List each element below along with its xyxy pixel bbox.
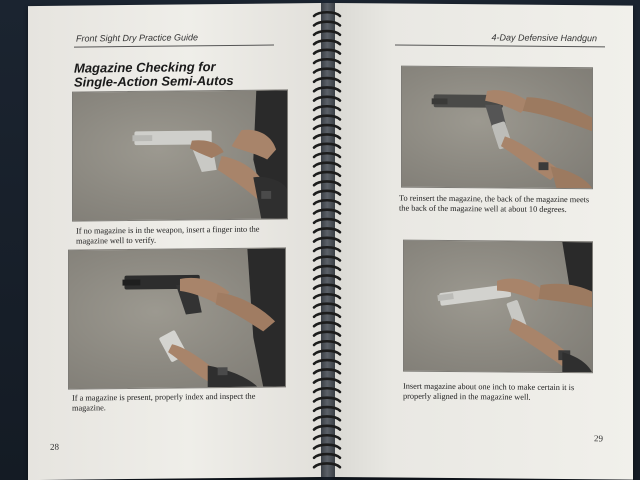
caption-reinsert-angle: To reinsert the magazine, the back of the magazine meets the back of the magazine well at about 10 degrees. <box>399 193 590 215</box>
spiral-loop <box>314 12 340 16</box>
spiral-loop <box>314 332 340 336</box>
spiral-loop <box>314 31 340 35</box>
spiral-loop <box>314 247 340 251</box>
spiral-loop <box>314 144 340 148</box>
spiral-loop <box>314 238 340 242</box>
spiral-loop <box>314 40 340 44</box>
spiral-loop <box>314 228 340 232</box>
spiral-loop <box>314 59 340 63</box>
spiral-loop <box>314 266 340 270</box>
spiral-loop <box>314 445 340 449</box>
spiral-loop <box>314 322 340 326</box>
spiral-loop <box>314 22 340 26</box>
spiral-loop <box>314 463 340 467</box>
right-page <box>333 3 633 480</box>
section-title <box>74 59 274 89</box>
spiral-loop <box>314 181 340 185</box>
spiral-loop <box>314 360 340 364</box>
spiral-loop <box>314 275 340 279</box>
spiral-loop <box>314 50 340 54</box>
spiral-loop <box>314 219 340 223</box>
spiral-loop <box>314 116 340 120</box>
spiral-loop <box>314 416 340 420</box>
photo-inspect-magazine <box>68 247 286 389</box>
right-header-rule <box>395 45 605 48</box>
left-page <box>28 3 321 480</box>
spiral-loop <box>314 341 340 345</box>
spiral-loop <box>314 369 340 373</box>
spiral-loop <box>314 388 340 392</box>
spiral-loop <box>314 87 340 91</box>
spiral-loop <box>314 407 340 411</box>
left-page-number: 28 <box>50 441 59 452</box>
spiral-loop <box>314 134 340 138</box>
photo-insert-magazine <box>403 240 593 374</box>
caption-insert-magazine: Insert magazine about one inch to make certain it is properly aligned in the magazine well. <box>403 381 575 402</box>
spiral-loop <box>314 304 340 308</box>
spiral-loop <box>314 435 340 439</box>
spiral-loop <box>314 351 340 355</box>
spiral-loop <box>314 210 340 214</box>
spiral-loop <box>314 106 340 110</box>
spiral-loop <box>314 125 340 129</box>
spiral-loop <box>314 294 340 298</box>
spiral-loop <box>314 172 340 176</box>
spiral-loop <box>314 454 340 458</box>
section-title-line-2: Single-Action Semi-Autos <box>74 72 234 90</box>
caption-inspect-magazine: If a magazine is present, properly index and inspect the magazine. <box>72 391 256 413</box>
spiral-loop <box>314 97 340 101</box>
spiral-loop <box>314 78 340 82</box>
spiral-loop <box>314 426 340 430</box>
spiral-loop <box>314 379 340 383</box>
photo-reinsert-angle <box>401 66 593 190</box>
spiral-binding <box>311 9 343 473</box>
spiral-loop <box>314 69 340 73</box>
spiral-loop <box>314 285 340 289</box>
spiral-loop <box>314 257 340 261</box>
right-page-number: 29 <box>594 433 603 444</box>
section-title-line-1: Magazine Checking for <box>74 59 216 76</box>
spiral-bound-book <box>28 3 636 477</box>
left-header-rule <box>74 44 274 47</box>
spiral-loop <box>314 313 340 317</box>
spiral-loop <box>314 200 340 204</box>
spiral-loop <box>314 163 340 167</box>
photo-finger-in-magazine-well <box>72 89 288 221</box>
caption-finger-check: If no magazine is in the weapon, insert a finger into the magazine well to verify. <box>76 224 260 246</box>
spiral-loop <box>314 191 340 195</box>
left-running-head: Front Sight Dry Practice Guide <box>76 32 199 44</box>
right-running-head: 4-Day Defensive Handgun <box>491 32 597 44</box>
spiral-loop <box>314 398 340 402</box>
spiral-loop <box>314 153 340 157</box>
